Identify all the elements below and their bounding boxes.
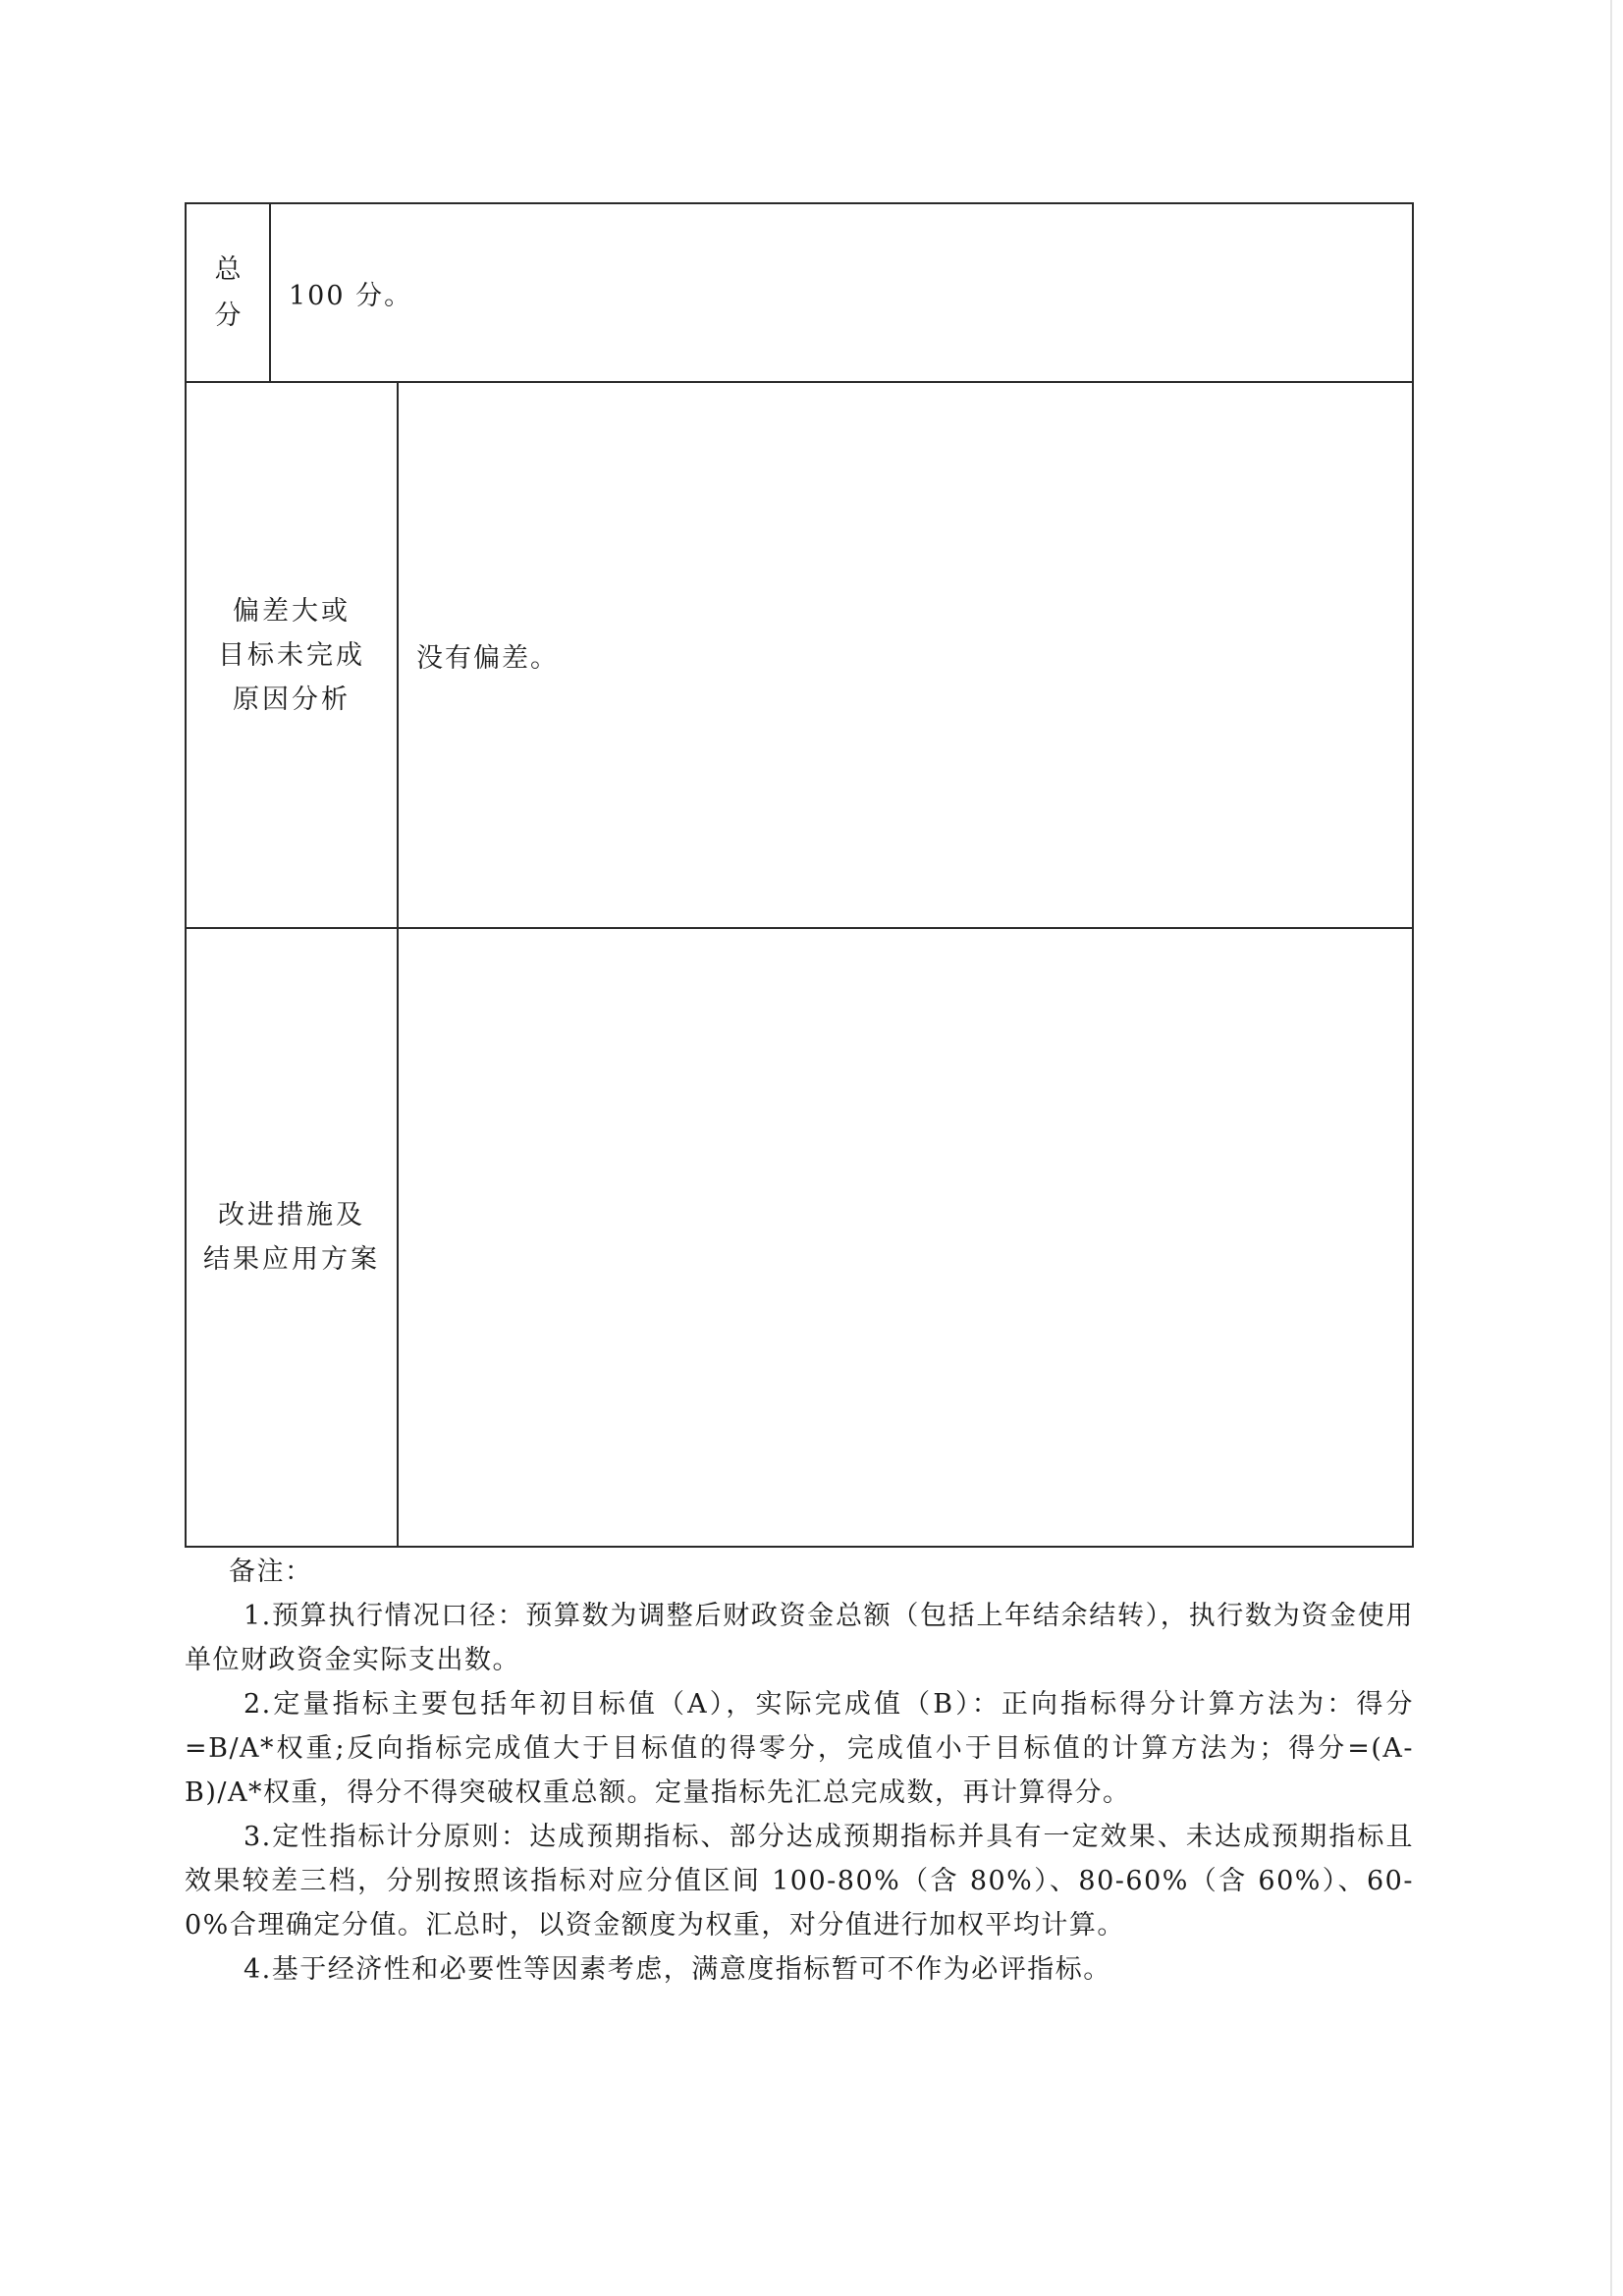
total-score-label-char-1: 总 bbox=[214, 254, 242, 285]
total-score-label-cell bbox=[185, 202, 271, 383]
total-score-value: 100 分。 bbox=[289, 280, 413, 311]
deviation-value: 没有偏差。 bbox=[416, 642, 559, 674]
deviation-label-line-3: 原因分析 bbox=[233, 683, 351, 715]
note-item-3: 3.定性指标计分原则：达成预期指标、部分达成预期指标并具有一定效果、未达成预期指标且效果较差三档，分别按照该指标对应分值区间 100-80%（含 80%）、80-60%（含 60%）、60-0%合理确定分值。汇总时，以资金额度为权重，对分值进行加权平均计算。 bbox=[185, 1822, 1414, 1941]
improvement-value-cell bbox=[397, 927, 1414, 1548]
improvement-label-cell bbox=[185, 927, 399, 1548]
evaluation-table bbox=[185, 202, 1414, 1548]
deviation-value-cell bbox=[397, 381, 1414, 929]
improvement-label-line-1: 改进措施及 bbox=[218, 1200, 365, 1230]
note-item-2: 2.定量指标主要包括年初目标值（A），实际完成值（B）：正向指标得分计算方法为：得分=B/A*权重;反向指标完成值大于目标值的得零分，完成值小于目标值的计算方法为；得分=(A-B)/A*权重，得分不得突破权重总额。定量指标先汇总完成数，再计算得分。 bbox=[185, 1689, 1414, 1808]
deviation-label-cell bbox=[185, 381, 399, 929]
notes-heading: 备注： bbox=[229, 1557, 313, 1587]
total-score-value-cell bbox=[269, 202, 1414, 383]
deviation-label-line-1: 偏差大或 bbox=[233, 595, 351, 627]
page-edge-line bbox=[1610, 0, 1612, 2296]
note-item-1: 1.预算执行情况口径：预算数为调整后财政资金总额（包括上年结余结转），执行数为资金使用单位财政资金实际支出数。 bbox=[185, 1601, 1414, 1675]
notes-section bbox=[185, 1550, 1414, 1992]
total-score-label-char-2: 分 bbox=[214, 301, 242, 331]
deviation-label-line-2: 目标未完成 bbox=[218, 639, 365, 671]
note-item-4: 4.基于经济性和必要性等因素考虑，满意度指标暂可不作为必评指标。 bbox=[243, 1954, 1111, 1985]
improvement-label-line-2: 结果应用方案 bbox=[203, 1244, 380, 1275]
